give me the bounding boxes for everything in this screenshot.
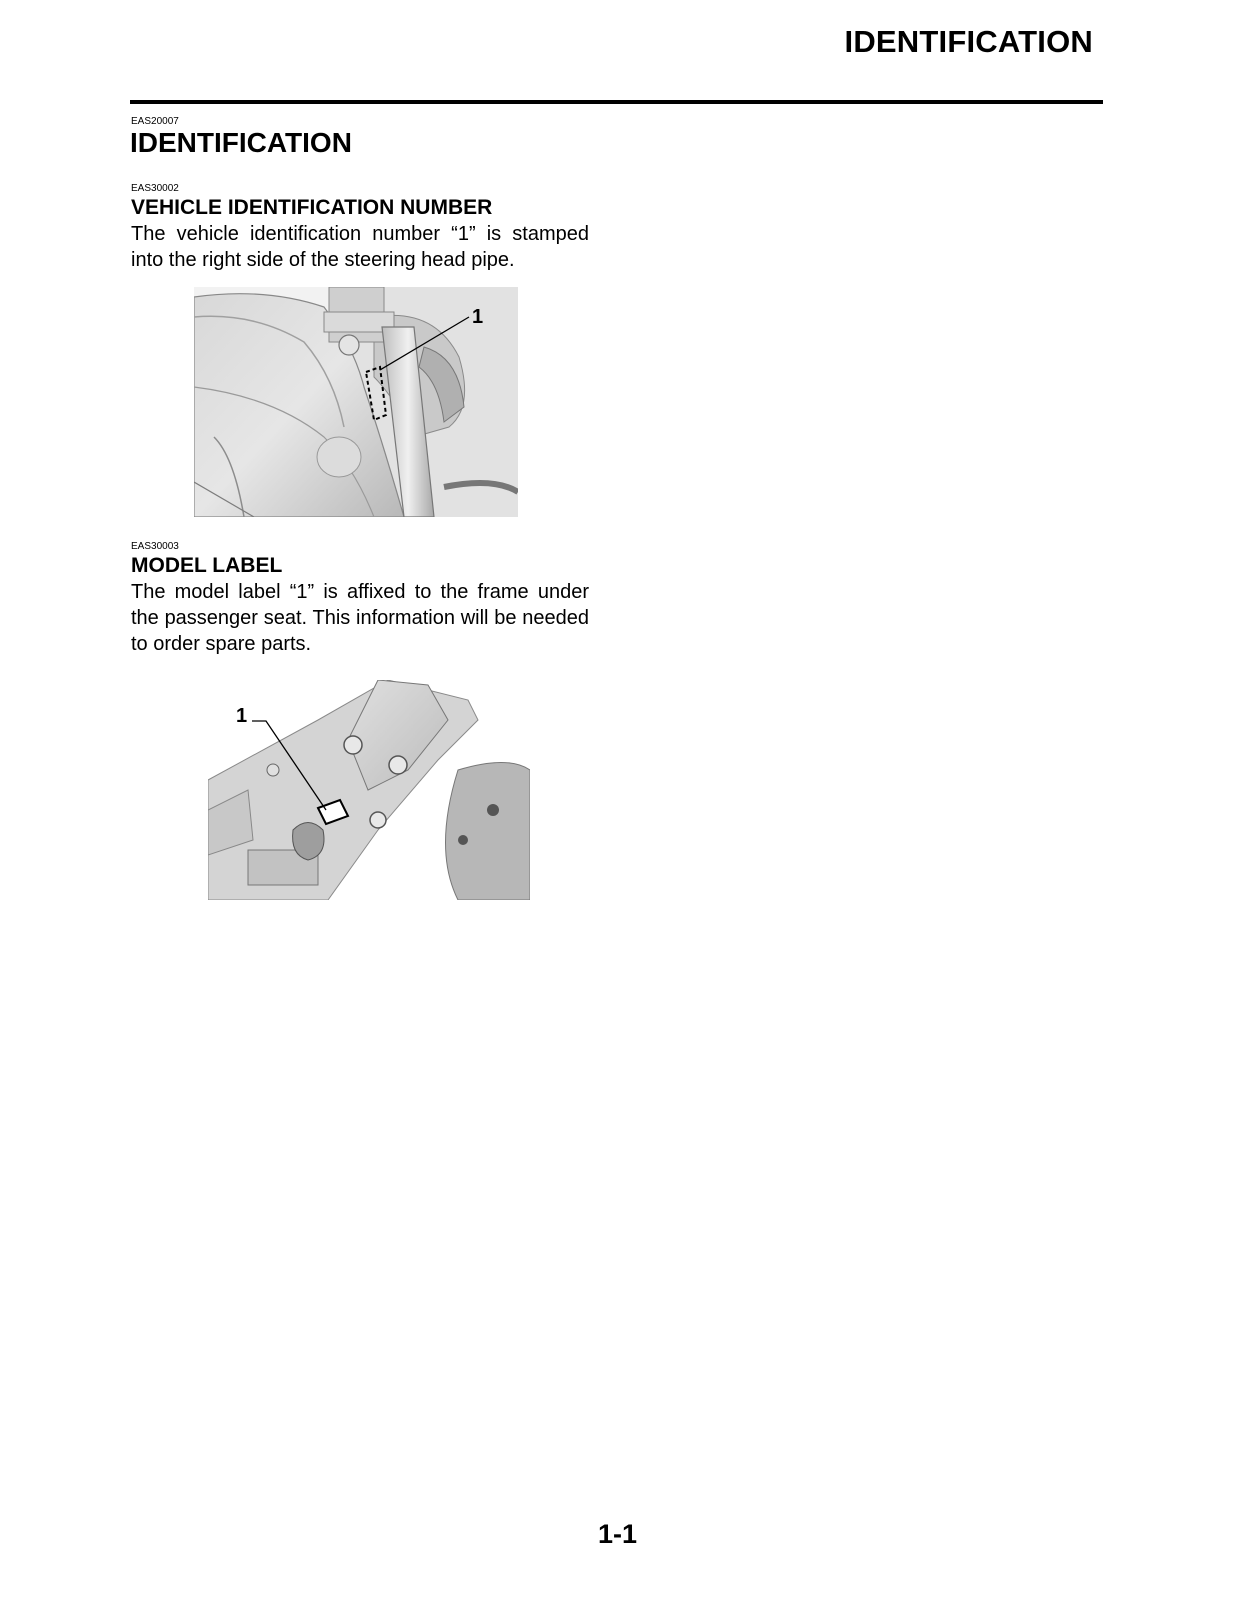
- vin-code: EAS30002: [131, 183, 179, 194]
- vin-figure: [194, 287, 518, 517]
- header-rule: [130, 100, 1103, 104]
- model-label-text: The model label “1” is affixed to the frame under the passenger seat. This information will be needed to order spare parts.: [131, 581, 589, 655]
- vin-text: The vehicle identification number “1” is stamped into the right side of the steering head pipe.: [131, 223, 589, 271]
- model-label-callout-number: 1: [236, 705, 248, 727]
- model-label-code: EAS30003: [131, 541, 179, 552]
- vin-heading: VEHICLE IDENTIFICATION NUMBER: [131, 196, 493, 219]
- vin-callout-number: 1: [472, 306, 484, 328]
- section-title: IDENTIFICATION: [130, 127, 352, 158]
- section-code: EAS20007: [131, 116, 179, 127]
- model-label-figure: [208, 680, 530, 900]
- model-label-heading: MODEL LABEL: [131, 554, 283, 577]
- page-header-title: IDENTIFICATION: [844, 24, 1093, 59]
- page-number: 1-1: [598, 1519, 638, 1549]
- model-label-illustration: [208, 680, 530, 900]
- vin-illustration: [194, 287, 518, 517]
